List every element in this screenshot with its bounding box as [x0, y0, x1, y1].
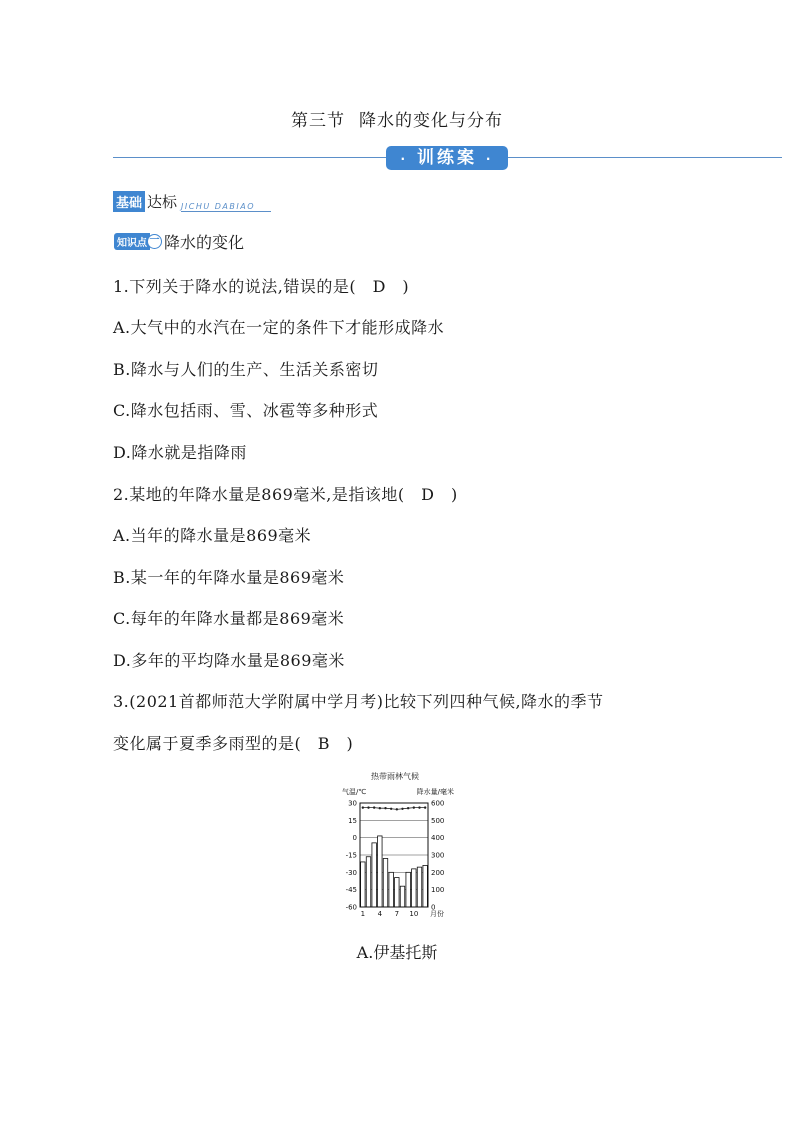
y-right-axis-label: 降水量/毫米 — [416, 788, 454, 796]
section-heading — [113, 191, 271, 211]
q1-option-b: B.降水与人们的生产、生活关系密切 — [113, 360, 379, 379]
precipitation-bar — [378, 836, 382, 907]
temperature-point — [418, 806, 420, 808]
knowledge-point-tag: 知识点 — [114, 233, 150, 250]
temperature-point — [367, 806, 369, 808]
precipitation-bar — [389, 872, 393, 907]
y-right-tick-label: 300 — [431, 851, 445, 860]
y-right-tick-label: 0 — [431, 903, 436, 912]
y-right-tick-label: 500 — [431, 816, 445, 825]
precipitation-bar — [423, 865, 427, 907]
x-axis-label: 月份 — [430, 910, 444, 918]
temperature-point — [407, 807, 409, 809]
knowledge-point-number: 一 — [147, 234, 162, 249]
q2-option-a: A.当年的降水量是869毫米 — [113, 526, 312, 545]
training-badge — [386, 146, 508, 170]
section-pinyin: JICHU DABIAO — [181, 202, 271, 212]
question-1: 1.下列关于降水的说法,错误的是( D ) — [113, 277, 410, 296]
precipitation-bar — [412, 869, 416, 907]
badge-dot-left: · — [400, 152, 409, 166]
section-title: 降水的变化与分布 — [359, 111, 503, 131]
section-number: 第三节 — [291, 111, 345, 131]
y-right-tick-label: 100 — [431, 886, 445, 895]
x-tick-label: 1 — [360, 910, 366, 918]
temperature-point — [424, 806, 426, 808]
y-left-tick-label: 15 — [348, 816, 357, 825]
precipitation-bar — [372, 843, 376, 907]
precipitation-bar — [406, 872, 410, 907]
y-left-tick-label: -60 — [345, 903, 357, 912]
knowledge-point-title: 降水的变化 — [164, 233, 245, 252]
header-divider-right — [508, 157, 782, 158]
q2-option-b: B.某一年的年降水量是869毫米 — [113, 568, 345, 587]
y-left-axis-label: 气温/℃ — [342, 788, 367, 796]
temperature-point — [390, 808, 392, 810]
question-2: 2.某地的年降水量是869毫米,是指该地( D ) — [113, 485, 458, 504]
figure-caption: A.伊基托斯 — [356, 943, 438, 962]
q2-option-c: C.每年的年降水量都是869毫米 — [113, 609, 345, 628]
q1-option-c: C.降水包括雨、雪、冰雹等多种形式 — [113, 401, 379, 420]
badge-dot-right: · — [485, 152, 494, 166]
x-tick-label: 10 — [409, 910, 419, 918]
temperature-point — [396, 808, 398, 810]
q1-option-a: A.大气中的水汽在一定的条件下才能形成降水 — [113, 318, 445, 337]
temperature-point — [401, 808, 403, 810]
temperature-point — [362, 806, 364, 808]
section-label-text: 达标 — [147, 193, 178, 211]
question-3-line-1: 3.(2021首都师范大学附属中学月考)比较下列四种气候,降水的季节 — [113, 692, 604, 711]
y-left-tick-label: -30 — [345, 868, 357, 877]
chart-title: 热带雨林气候 — [371, 772, 419, 781]
y-left-tick-label: -45 — [345, 886, 357, 895]
question-3-line-2: 变化属于夏季多雨型的是( B ) — [113, 734, 354, 753]
temperature-point — [413, 806, 415, 808]
temperature-line — [363, 808, 425, 810]
knowledge-point-heading — [114, 230, 244, 252]
precipitation-bar — [417, 867, 421, 907]
y-right-tick-label: 600 — [431, 799, 445, 808]
temperature-point — [384, 807, 386, 809]
precipitation-bar — [395, 878, 399, 907]
header-divider-left — [113, 157, 386, 158]
precipitation-bar — [383, 858, 387, 907]
x-tick-label: 7 — [394, 910, 400, 918]
y-left-tick-label: 30 — [348, 799, 357, 808]
precipitation-bar — [400, 886, 404, 907]
y-left-tick-label: 0 — [352, 834, 357, 843]
section-label-box: 基础 — [113, 191, 145, 212]
badge-label: 训练案 — [417, 148, 477, 168]
temperature-point — [379, 807, 381, 809]
temperature-point — [373, 806, 375, 808]
q1-option-d: D.降水就是指降雨 — [113, 443, 247, 462]
y-left-tick-label: -15 — [345, 851, 357, 860]
page-title — [0, 106, 794, 131]
q2-option-d: D.多年的平均降水量是869毫米 — [113, 651, 345, 670]
y-right-tick-label: 400 — [431, 834, 445, 843]
y-right-tick-label: 200 — [431, 868, 445, 877]
precipitation-bar — [366, 857, 370, 907]
precipitation-bar — [361, 862, 365, 907]
x-tick-label: 4 — [377, 910, 383, 918]
climate-chart — [320, 770, 470, 920]
